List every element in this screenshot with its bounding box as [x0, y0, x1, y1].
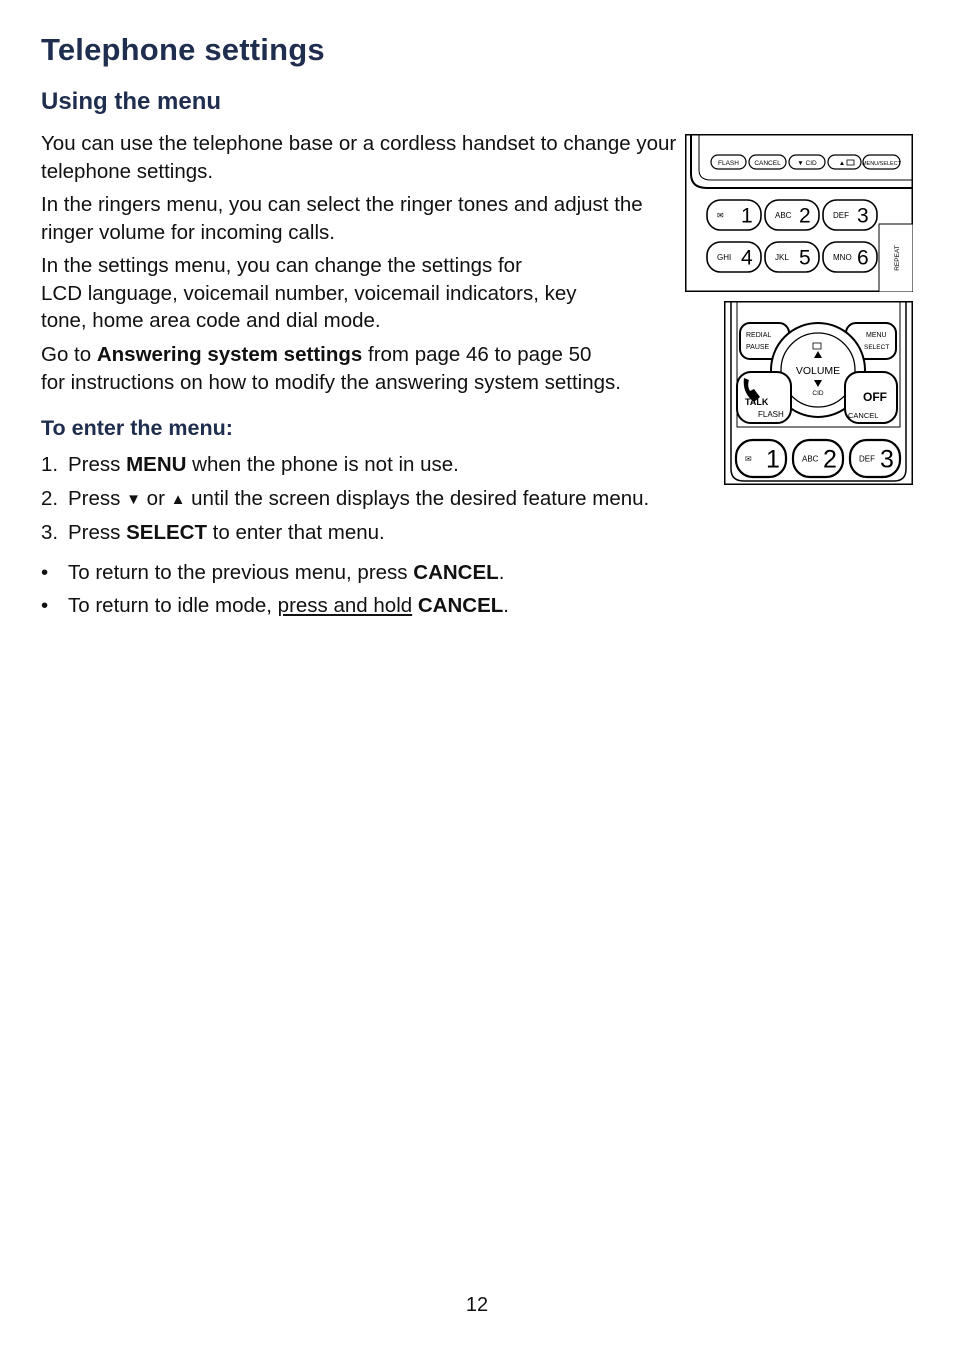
step-3: [41, 519, 385, 546]
section-title: Using the menu: [41, 88, 222, 115]
menu-select-key-label: MENU/SELECT: [861, 161, 902, 167]
step-number: 3.: [41, 521, 59, 544]
keypad-key-1: [707, 200, 761, 230]
key-letters: ✉: [745, 454, 752, 464]
key-letters: DEF: [833, 210, 849, 220]
key-letters: ABC: [775, 210, 792, 220]
keypad-key-2: [793, 440, 843, 477]
key-digit: 4: [741, 246, 753, 270]
step-text: Press: [68, 453, 127, 476]
step-text: to enter that menu.: [206, 521, 385, 544]
cancel-key-name: CANCEL: [413, 561, 499, 584]
step-1: [41, 451, 459, 478]
keypad-key-5: [765, 242, 819, 272]
step-text: when the phone is not in use.: [186, 453, 459, 476]
key-letters: DEF: [859, 454, 875, 464]
settings-line-2: LCD language, voicemail number, voicemail indicators, key: [41, 281, 577, 305]
ringers-paragraph: In the ringers menu, you can select the ringer tones and adjust the ringer volume for incoming calls.: [41, 193, 643, 244]
select-label: SELECT: [864, 344, 890, 351]
keypad-key-1: [736, 440, 786, 477]
step-number: 2.: [41, 487, 59, 510]
settings-paragraph: [41, 252, 661, 335]
up-key-label: ▲: [838, 160, 846, 167]
redial-label: REDIAL: [746, 332, 772, 339]
key-digit: 2: [799, 204, 811, 228]
answering-pre: Go to: [41, 343, 97, 366]
step-text: Press: [68, 487, 127, 510]
down-cid-key-label: ▼ CID: [797, 160, 817, 167]
answering-link-text: Answering system settings: [96, 343, 363, 366]
talk-label: TALK: [745, 397, 769, 407]
enter-menu-title: To enter the menu:: [41, 416, 233, 440]
flash-key-label: FLASH: [718, 160, 739, 167]
handset-keys: [736, 440, 900, 477]
key-digit: 1: [766, 445, 780, 474]
press-and-hold-text: press and hold: [277, 594, 413, 617]
keypad-key-3: [850, 440, 900, 477]
step-text: until the screen displays the desired feature menu.: [185, 487, 650, 510]
base-keypad-illustration: [685, 134, 913, 292]
menu-label: MENU: [866, 332, 887, 339]
pause-label: PAUSE: [746, 344, 770, 351]
settings-line-1: In the settings menu, you can change the settings for: [41, 254, 522, 277]
keypad-key-3: [823, 200, 877, 230]
keypad-key-4: [707, 242, 761, 272]
handset-illustration: [724, 301, 913, 485]
key-letters: MNO: [833, 252, 852, 262]
cid-label: CID: [812, 390, 824, 397]
key-digit: 3: [880, 445, 894, 474]
step-number: 1.: [41, 453, 59, 476]
bullet-2: [41, 592, 509, 619]
key-letters: JKL: [775, 252, 789, 262]
key-digit: 2: [823, 445, 837, 474]
key-letters: GHI: [717, 252, 732, 262]
cancel-key-label: CANCEL: [754, 160, 781, 167]
key-digit: 6: [857, 246, 869, 270]
answering-paragraph: [41, 341, 701, 396]
cancel-label: CANCEL: [848, 411, 879, 420]
select-key-name: SELECT: [126, 521, 207, 544]
page-title: Telephone settings: [41, 32, 325, 67]
cancel-key-name: CANCEL: [417, 594, 504, 617]
down-arrow-icon: ▼: [126, 491, 141, 508]
bullet-text: .: [498, 561, 505, 584]
answering-post: from page 46 to page 50: [362, 343, 592, 366]
bullet-text: .: [503, 594, 509, 617]
step-text: Press: [68, 521, 127, 544]
bullet-text: To return to idle mode,: [68, 594, 278, 617]
answering-line-2: for instructions on how to modify the answering system settings.: [41, 370, 621, 394]
function-key-row: [711, 155, 902, 169]
key-digit: 1: [741, 204, 753, 228]
flash-label: FLASH: [758, 410, 784, 419]
volume-label: VOLUME: [795, 365, 841, 377]
bullet-1: [41, 559, 504, 586]
up-arrow-icon: ▲: [170, 491, 186, 508]
bullet-dot: •: [41, 561, 49, 584]
key-digit: 3: [857, 204, 869, 228]
intro-paragraph: You can use the telephone base or a cordless handset to change your telephone settings.: [41, 132, 677, 183]
bullet-dot: •: [41, 594, 49, 617]
key-digit: 5: [799, 246, 811, 270]
settings-line-3: tone, home area code and dial mode.: [41, 309, 381, 332]
menu-key-name: MENU: [126, 453, 187, 476]
key-letters: ABC: [802, 454, 819, 464]
bullet-text: To return to the previous menu, press: [68, 561, 414, 584]
step-2: [41, 485, 649, 514]
repeat-label: REPEAT: [894, 245, 901, 271]
page-number: 12: [465, 1294, 489, 1316]
off-label: OFF: [863, 390, 887, 404]
keypad-key-2: [765, 200, 819, 230]
step-text: or: [140, 487, 171, 510]
keypad-key-6: [823, 242, 877, 272]
key-letters: ✉: [717, 210, 724, 220]
